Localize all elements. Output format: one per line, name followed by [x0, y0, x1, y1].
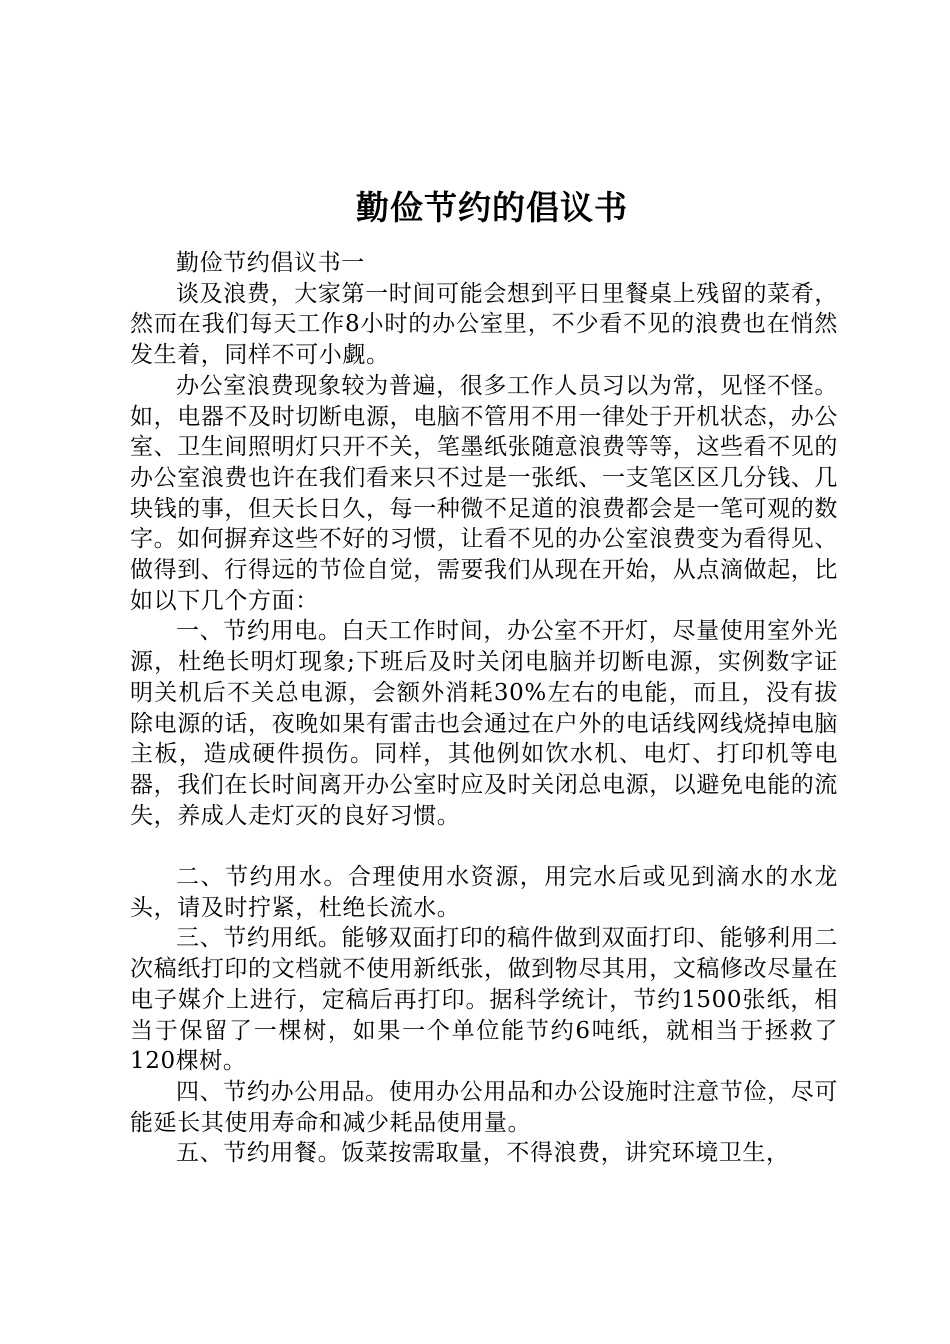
- document-subtitle: 勤俭节约倡议书一: [176, 250, 365, 276]
- paragraph-save-meals: 五、节约用餐。饭菜按需取量，不得浪费，讲究环境卫生，: [176, 1140, 790, 1167]
- paragraph-save-electricity: 一、节约用电。白天工作时间，办公室不开灯，尽量使用室外光源，杜绝长明灯现象;下班后及时关闭电脑并切断电源，实例数字证明关机后不关总电源，会额外消耗30%左右的电能，而且，没有拔除电源的话，夜晚如果有雷击也会通过在户外的电话线网线烧掉电脑主板，造成硬件损伤。同样，其他例如饮水机、电灯、打印机等电器，我们在长时间离开办公室时应及时关闭总电源，以避免电能的流失，养成人走灯灭的良好习惯。: [130, 618, 838, 829]
- paragraph-save-water: 二、节约用水。合理使用水资源，用完水后或见到滴水的水龙头，请及时拧紧，杜绝长流水。: [130, 864, 838, 921]
- paragraph-save-paper: 三、节约用纸。能够双面打印的稿件做到双面打印、能够利用二次稿纸打印的文档就不使用新纸张，做到物尽其用，文稿修改尽量在电子媒介上进行，定稿后再打印。据科学统计，节约1500张纸，相当于保留了一棵树，如果一个单位能节约6吨纸，就相当于拯救了120棵树。: [130, 925, 838, 1075]
- document-title: 勤俭节约的倡议书: [356, 188, 628, 227]
- paragraph-intro: 谈及浪费，大家第一时间可能会想到平日里餐桌上残留的菜肴，然而在我们每天工作8小时的办公室里，不少看不见的浪费也在悄然发生着，同样不可小觑。: [130, 280, 838, 369]
- paragraph-spacer: [130, 831, 838, 862]
- paragraph-office-waste: 办公室浪费现象较为普遍，很多工作人员习以为常，见怪不怪。如，电器不及时切断电源，电脑不管用不用一律处于开机状态，办公室、卫生间照明灯只开不关，笔墨纸张随意浪费等等，这些看不见的办公室浪费也许在我们看来只不过是一张纸、一支笔区区几分钱、几块钱的事，但天长日久，每一种微不足道的浪费都会是一笔可观的数字。如何摒弃这些不好的习惯，让看不见的办公室浪费变为看得见、做得到、行得远的节俭自觉，需要我们从现在开始，从点滴做起，比如以下几个方面：: [130, 372, 838, 614]
- paragraph-save-office-supplies: 四、节约办公用品。使用办公用品和办公设施时注意节俭，尽可能延长其使用寿命和减少耗品使用量。: [130, 1078, 838, 1136]
